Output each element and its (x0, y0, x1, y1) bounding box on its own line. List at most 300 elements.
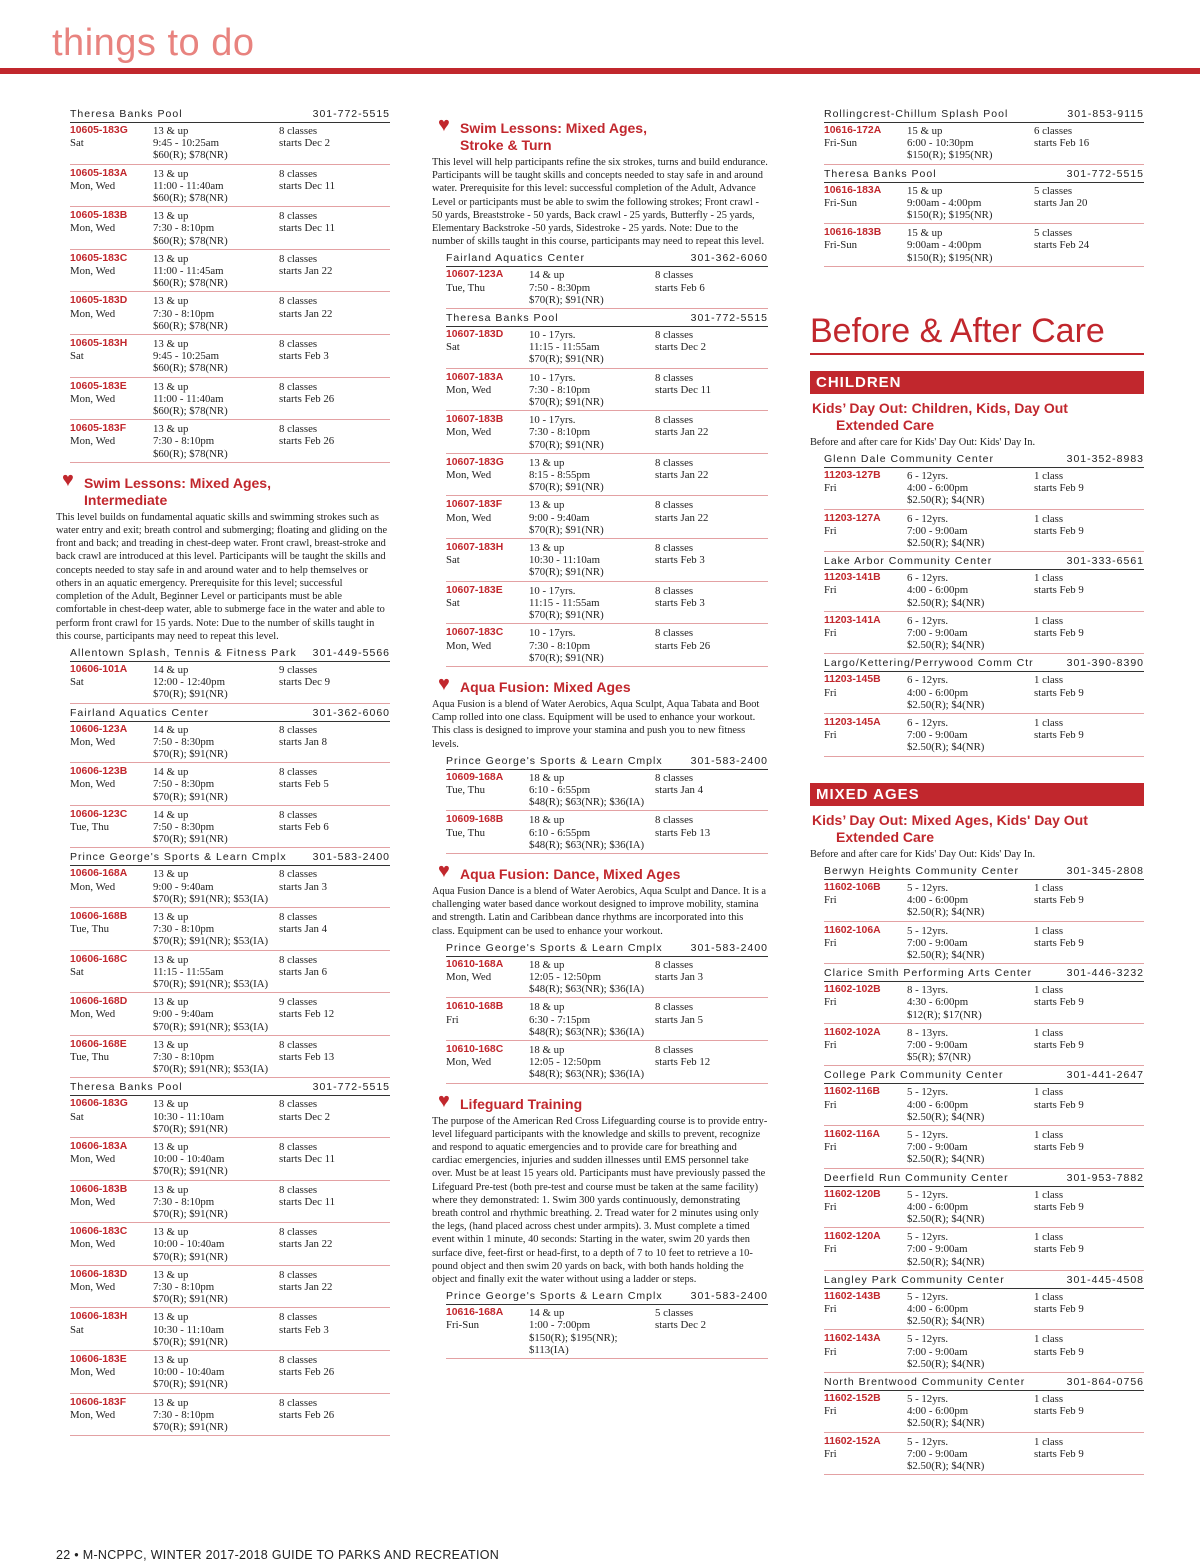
facility-header (70, 707, 390, 722)
course-code: 10607-183H (446, 542, 504, 554)
course-start: starts Feb 9 (1034, 729, 1084, 742)
course-age: 6 - 12yrs. (907, 572, 949, 585)
course-code: 11203-141B (824, 572, 881, 584)
course-classes: 5 classes (655, 1307, 694, 1320)
listing-code-cell (824, 674, 907, 711)
course-days: Fri (824, 686, 837, 699)
course-code: 10616-183B (824, 227, 882, 239)
listing-schedule-cell (279, 809, 390, 846)
class-listing-row (70, 868, 390, 908)
listing-schedule-cell (279, 1039, 390, 1076)
class-listing-row (70, 1354, 390, 1394)
course-start: starts Jan 3 (655, 970, 703, 983)
course-fee: $70(R); $91(NR) (153, 1335, 228, 1348)
class-listing-row (70, 1141, 390, 1181)
listing-schedule-cell (1034, 615, 1144, 652)
course-fee: $2.50(R); $4(NR) (907, 596, 985, 609)
course-fee: $70(R); $91(NR) (153, 1293, 228, 1306)
course-code: 10606-183H (70, 1311, 128, 1323)
course-age: 13 & up (153, 210, 189, 223)
listing-schedule-cell (1034, 1086, 1144, 1123)
course-start: starts Feb 9 (1034, 1447, 1084, 1460)
course-time: 7:30 - 8:10pm (529, 426, 591, 439)
listing-schedule-cell (655, 457, 768, 494)
course-start: starts Feb 9 (1034, 627, 1084, 640)
facility-header (70, 108, 390, 123)
listing-detail-cell (907, 674, 1034, 711)
listing-code-cell (446, 457, 529, 494)
course-code: 10610-168C (446, 1043, 504, 1055)
course-classes: 1 class (1034, 614, 1064, 627)
course-time: 9:00 - 9:40am (153, 1008, 214, 1021)
class-listing-row (70, 1039, 390, 1079)
class-listing-row (70, 381, 390, 421)
course-code: 11602-143B (824, 1290, 881, 1302)
course-days: Fri (824, 1405, 837, 1418)
listing-code-cell (70, 664, 153, 701)
listing-schedule-cell (1034, 185, 1144, 222)
facility-name: Theresa Banks Pool (70, 1081, 183, 1094)
facility-name: Prince George's Sports & Learn Cmplx (446, 1290, 663, 1303)
facility-header (824, 1274, 1144, 1289)
listing-schedule-cell (655, 1044, 768, 1081)
facility-header (824, 967, 1144, 982)
listing-code-cell (446, 772, 529, 809)
course-start: starts Feb 9 (1034, 482, 1084, 495)
course-time: 4:00 - 6:00pm (907, 686, 969, 699)
course-age: 6 - 12yrs. (907, 674, 949, 687)
class-listing-row (824, 882, 1144, 922)
course-start: starts Feb 16 (1034, 137, 1090, 150)
facility-header (824, 108, 1144, 123)
listing-detail-cell (529, 372, 655, 409)
listing-detail-cell (153, 911, 279, 948)
heart-icon: ♥ (438, 672, 450, 695)
listing-code-cell (824, 1129, 907, 1166)
course-days: Mon, Wed (70, 1153, 116, 1166)
course-code: 10607-183F (446, 499, 503, 511)
listing-code-cell (824, 1027, 907, 1064)
class-listing-row (446, 542, 768, 582)
listing-detail-cell (907, 1291, 1034, 1328)
facility-phone: 301-390-8390 (1066, 657, 1144, 670)
listing-detail-cell (907, 185, 1034, 222)
course-fee: $70(R); $91(NR) (153, 1421, 228, 1434)
course-time: 7:30 - 8:10pm (153, 435, 215, 448)
facility-header (824, 657, 1144, 672)
listing-schedule-cell (279, 253, 390, 290)
course-fee: $48(R); $63(NR); $36(IA) (529, 1068, 645, 1081)
class-listing-row (446, 269, 768, 309)
course-days: Sat (446, 554, 460, 567)
course-days: Mon, Wed (70, 1281, 116, 1294)
listing-schedule-cell (655, 329, 768, 366)
course-age: 13 & up (153, 1311, 189, 1324)
course-days: Sat (70, 350, 84, 363)
before-after-care-title: Before & After Care (810, 311, 1144, 355)
facility-name: Prince George's Sports & Learn Cmplx (70, 851, 287, 864)
course-classes: 1 class (1034, 512, 1064, 525)
mixed-section-title-line1: Kids’ Day Out: Mixed Ages, Kids' Day Out (812, 811, 1088, 828)
course-classes: 9 classes (279, 996, 318, 1009)
course-fee: $70(R); $91(NR) (153, 1250, 228, 1263)
mixed-ages-bar: MIXED AGES (810, 783, 1144, 806)
course-days: Sat (70, 676, 84, 689)
course-time: 10:30 - 11:10am (153, 1323, 224, 1336)
listing-detail-cell (907, 1129, 1034, 1166)
course-classes: 1 class (1034, 470, 1064, 483)
listing-schedule-cell (1034, 572, 1144, 609)
course-age: 15 & up (907, 227, 943, 240)
section-description: This level will help participants refine the six strokes, turns and build endurance. Participants will be taught skills and concepts needed to stay safe in and around water. Prerequisite for this level: successful completion of the Adult, Advance Level or participants must be able to swim the following strokes; Front crawl - 50 yards, Breaststroke - 50 yards, Back crawl - 25 yards, Butterfly - 25 yards, Elementary Backstroke -50 yards, Sidestroke - 25 yards. Note: Due to the number of skills taught in this course, participants may need to repeat this level. (432, 157, 768, 248)
course-days: Fri (824, 1038, 837, 1051)
listing-schedule-cell (1034, 470, 1144, 507)
course-code: 10606-123B (70, 766, 128, 778)
course-age: 6 - 12yrs. (907, 717, 949, 730)
course-code: 10605-183A (70, 167, 128, 179)
class-listing-row (824, 615, 1144, 655)
course-start: starts Feb 9 (1034, 1200, 1084, 1213)
listing-detail-cell (907, 1027, 1034, 1064)
class-listing-row (446, 1044, 768, 1084)
listing-schedule-cell (655, 772, 768, 809)
course-fee: $2.50(R); $4(NR) (907, 1460, 985, 1472)
section-title-line1: Aqua Fusion: Mixed Ages (460, 678, 631, 695)
course-start: starts Jan 4 (655, 783, 703, 796)
course-age: 13 & up (153, 423, 189, 436)
course-fee: $70(R); $91(NR) (529, 438, 604, 451)
course-start: starts Feb 9 (1034, 1038, 1084, 1051)
course-code: 11602-120B (824, 1188, 881, 1200)
facility-phone: 301-772-5515 (312, 1081, 390, 1094)
listing-detail-cell (907, 882, 1034, 919)
course-start: starts Jan 22 (279, 1281, 333, 1294)
course-time: 9:00 - 9:40am (529, 511, 590, 524)
course-classes: 8 classes (279, 1354, 318, 1367)
course-start: starts Jan 22 (279, 307, 333, 320)
course-time: 10:00 - 10:40am (153, 1238, 225, 1251)
course-days: Sat (70, 1110, 84, 1123)
course-classes: 8 classes (655, 627, 694, 640)
listing-code-cell (824, 513, 907, 550)
course-fee: $2.50(R); $4(NR) (907, 948, 985, 961)
course-fee: $2.50(R); $4(NR) (907, 698, 985, 711)
course-age: 14 & up (529, 269, 565, 282)
course-days: Tue, Thu (70, 1050, 110, 1063)
course-start: starts Feb 26 (279, 1366, 335, 1379)
course-time: 4:00 - 6:00pm (907, 894, 969, 907)
listing-code-cell (70, 338, 153, 375)
course-time: 11:15 - 11:55am (529, 596, 600, 609)
class-listing-row (446, 457, 768, 497)
course-code: 10606-168A (70, 868, 128, 880)
facility-phone: 301-772-5515 (690, 312, 768, 325)
course-start: starts Feb 9 (1034, 1141, 1084, 1154)
course-classes: 8 classes (279, 1183, 318, 1196)
class-listing-row (70, 1098, 390, 1138)
course-classes: 5 classes (1034, 184, 1073, 197)
course-days: Fri (824, 584, 837, 597)
listing-detail-cell (529, 772, 655, 809)
listing-code-cell (446, 1044, 529, 1081)
facility-header (824, 453, 1144, 468)
course-classes: 8 classes (279, 868, 318, 881)
facility-header (70, 851, 390, 866)
course-code: 10607-183E (446, 584, 503, 596)
course-age: 13 & up (153, 1098, 189, 1111)
course-fee: $12(R); $17(NR) (907, 1008, 982, 1021)
course-code: 10606-183D (70, 1268, 128, 1280)
class-listing-row (824, 1086, 1144, 1126)
course-start: starts Feb 9 (1034, 524, 1084, 537)
course-age: 13 & up (153, 1268, 189, 1281)
class-listing-row (70, 766, 390, 806)
course-start: starts Feb 6 (655, 281, 705, 294)
course-classes: 6 classes (1034, 125, 1073, 137)
course-fee: $2.50(R); $4(NR) (907, 537, 985, 550)
course-code: 10616-172A (824, 125, 882, 136)
class-listing-row (70, 1311, 390, 1351)
course-age: 10 - 17yrs. (529, 329, 576, 342)
course-code: 10606-123C (70, 808, 128, 820)
listing-code-cell (446, 585, 529, 622)
course-start: starts Feb 5 (279, 778, 329, 791)
course-start: starts Feb 3 (655, 596, 705, 609)
facility-phone: 301-333-6561 (1066, 555, 1144, 568)
course-classes: 8 classes (279, 338, 318, 351)
listing-detail-cell (153, 1354, 279, 1391)
course-age: 13 & up (153, 868, 189, 881)
listing-detail-cell (153, 766, 279, 803)
course-age: 13 & up (153, 1396, 189, 1409)
course-time: 6:00 - 10:30pm (907, 137, 974, 150)
course-classes: 1 class (1034, 1290, 1064, 1303)
facility-name: Fairland Aquatics Center (70, 706, 209, 719)
course-start: starts Jan 8 (279, 735, 327, 748)
course-time: 7:30 - 8:10pm (529, 383, 591, 396)
course-days: Mon, Wed (70, 392, 116, 405)
listing-schedule-cell (1034, 1189, 1144, 1226)
course-code: 10606-183E (70, 1354, 127, 1366)
course-code: 10606-183G (70, 1098, 128, 1110)
course-fee: $70(R); $91(NR) (153, 747, 228, 760)
course-time: 6:10 - 6:55pm (529, 826, 591, 839)
course-classes: 8 classes (279, 125, 318, 137)
heart-icon: ♥ (438, 114, 450, 136)
course-days: Mon, Wed (70, 179, 116, 192)
course-time: 4:00 - 6:00pm (907, 1302, 969, 1315)
listing-code-cell (446, 627, 529, 664)
facility-name: Lake Arbor Community Center (824, 555, 993, 568)
course-age: 13 & up (529, 456, 565, 469)
course-classes: 8 classes (655, 499, 694, 512)
course-age: 5 - 12yrs. (907, 1333, 949, 1346)
course-code: 10607-183D (446, 329, 504, 341)
listing-schedule-cell (279, 1141, 390, 1178)
listing-code-cell (446, 499, 529, 536)
listing-detail-cell (907, 513, 1034, 550)
course-code: 10606-183C (70, 1226, 128, 1238)
course-start: starts Dec 2 (655, 341, 706, 354)
course-fee: $70(R); $91(NR) (153, 790, 228, 803)
course-fee: $60(R); $78(NR) (153, 192, 228, 205)
class-listing-row (446, 414, 768, 454)
course-fee: $48(R); $63(NR); $36(IA) (529, 838, 645, 851)
listing-schedule-cell (279, 168, 390, 205)
course-time: 7:50 - 8:30pm (153, 735, 215, 748)
course-classes: 8 classes (279, 766, 318, 779)
course-time: 12:00 - 12:40pm (153, 676, 225, 689)
course-code: 10606-123A (70, 723, 128, 735)
facility-name: Langley Park Community Center (824, 1273, 1005, 1286)
listing-detail-cell (153, 1269, 279, 1306)
course-time: 11:00 - 11:45am (153, 265, 224, 278)
listing-detail-cell (153, 253, 279, 290)
course-code: 11602-152B (824, 1392, 881, 1404)
listing-detail-cell (153, 295, 279, 332)
listing-code-cell (70, 724, 153, 761)
course-age: 8 - 13yrs. (907, 984, 949, 997)
course-start: starts Feb 13 (279, 1050, 335, 1063)
listing-code-cell (70, 1039, 153, 1076)
course-start: starts Dec 2 (279, 137, 330, 150)
course-time: 10:00 - 10:40am (153, 1366, 225, 1379)
listing-schedule-cell (279, 125, 390, 162)
course-fee: $2.50(R); $4(NR) (907, 1212, 985, 1225)
course-fee: $60(R); $78(NR) (153, 234, 228, 247)
listing-code-cell (70, 996, 153, 1033)
class-listing-row (824, 125, 1144, 165)
course-fee: $2.50(R); $4(NR) (907, 494, 985, 507)
course-classes: 8 classes (279, 1311, 318, 1324)
course-code: 10607-183C (446, 627, 504, 639)
course-start: starts Feb 9 (1034, 1098, 1084, 1111)
course-classes: 1 class (1034, 1086, 1064, 1099)
listing-code-cell (70, 766, 153, 803)
facility-header (446, 312, 768, 327)
course-classes: 1 class (1034, 1333, 1064, 1346)
facility-name: Berwyn Heights Community Center (824, 864, 1019, 877)
course-time: 7:00 - 9:00am (907, 1141, 968, 1154)
course-start: starts Feb 9 (1034, 894, 1084, 907)
listing-code-cell (446, 269, 529, 306)
course-fee: $70(R); $91(NR); $53(IA) (153, 1063, 269, 1076)
course-start: starts Feb 3 (279, 1323, 329, 1336)
course-code: 10616-168A (446, 1307, 504, 1319)
listing-schedule-cell (1034, 1436, 1144, 1473)
listing-detail-cell (529, 542, 655, 579)
facility-phone: 301-352-8983 (1066, 453, 1144, 466)
class-listing-row (70, 1397, 390, 1437)
listing-detail-cell (153, 1397, 279, 1434)
course-age: 13 & up (153, 1038, 189, 1051)
mixed-section-title-line2: Extended Care (836, 828, 935, 845)
course-time: 4:00 - 6:00pm (907, 584, 969, 597)
course-time: 11:00 - 11:40am (153, 392, 224, 405)
course-age: 18 & up (529, 958, 565, 971)
course-classes: 8 classes (655, 1043, 694, 1056)
listing-code-cell (824, 882, 907, 919)
course-age: 14 & up (529, 1307, 565, 1320)
course-fee: $70(R); $91(NR) (529, 566, 604, 579)
facility-name: Theresa Banks Pool (446, 312, 559, 325)
listing-schedule-cell (1034, 1333, 1144, 1370)
course-code: 10610-168A (446, 958, 504, 970)
course-classes: 1 class (1034, 1435, 1064, 1448)
facility-name: Fairland Aquatics Center (446, 252, 585, 265)
course-code: 10606-168E (70, 1038, 127, 1050)
course-age: 8 - 13yrs. (907, 1026, 949, 1039)
mixed-section-title (812, 812, 1144, 846)
course-days: Fri (446, 1013, 459, 1026)
course-classes: 8 classes (279, 910, 318, 923)
facility-name: North Brentwood Community Center (824, 1375, 1026, 1388)
course-time: 7:30 - 8:10pm (529, 639, 591, 652)
course-days: Fri (824, 936, 837, 949)
listing-schedule-cell (655, 814, 768, 851)
course-time: 10:30 - 11:10am (153, 1110, 224, 1123)
facility-header (824, 1172, 1144, 1187)
facility-header (824, 865, 1144, 880)
class-listing-row (446, 329, 768, 369)
course-classes: 8 classes (655, 958, 694, 971)
listing-schedule-cell (655, 1001, 768, 1038)
course-start: starts Jan 22 (279, 1238, 333, 1251)
course-classes: 8 classes (279, 1098, 318, 1111)
class-listing-row (824, 185, 1144, 225)
listing-code-cell (824, 470, 907, 507)
course-age: 13 & up (153, 1226, 189, 1239)
children-bar: CHILDREN (810, 371, 1144, 394)
course-start: starts Feb 9 (1034, 686, 1084, 699)
course-age: 13 & up (153, 295, 189, 308)
course-start: starts Dec 2 (655, 1319, 706, 1332)
course-code: 11602-102A (824, 1026, 881, 1038)
class-listing-row (70, 996, 390, 1036)
course-days: Sat (70, 1323, 84, 1336)
class-listing-row (824, 925, 1144, 965)
class-listing-row (824, 1189, 1144, 1229)
listing-code-cell (824, 125, 907, 162)
facility-header (70, 647, 390, 662)
facility-phone: 301-449-5566 (312, 646, 390, 659)
listing-code-cell (824, 615, 907, 652)
facility-phone: 301-772-5515 (1066, 167, 1144, 180)
listing-detail-cell (153, 1226, 279, 1263)
course-days: Sat (446, 596, 460, 609)
listing-detail-cell (153, 381, 279, 418)
listing-detail-cell (153, 809, 279, 846)
course-code: 11602-106B (824, 881, 881, 893)
listing-schedule-cell (1034, 1291, 1144, 1328)
section-title-line1: Swim Lessons: Mixed Ages, (84, 474, 271, 491)
course-code: 10606-168D (70, 996, 128, 1008)
course-age: 13 & up (153, 167, 189, 180)
course-time: 7:30 - 8:10pm (153, 1281, 215, 1294)
course-time: 7:00 - 9:00am (907, 1038, 968, 1051)
course-classes: 5 classes (1034, 227, 1073, 240)
facility-name: Deerfield Run Community Center (824, 1171, 1009, 1184)
listing-schedule-cell (1034, 882, 1144, 919)
course-classes: 8 classes (655, 1001, 694, 1014)
course-age: 15 & up (907, 125, 943, 137)
heart-icon: ♥ (438, 1089, 450, 1112)
course-start: starts Feb 12 (279, 1008, 335, 1021)
listing-detail-cell (529, 1001, 655, 1038)
course-classes: 1 class (1034, 1128, 1064, 1141)
listing-schedule-cell (1034, 925, 1144, 962)
course-start: starts Jan 20 (1034, 196, 1088, 209)
